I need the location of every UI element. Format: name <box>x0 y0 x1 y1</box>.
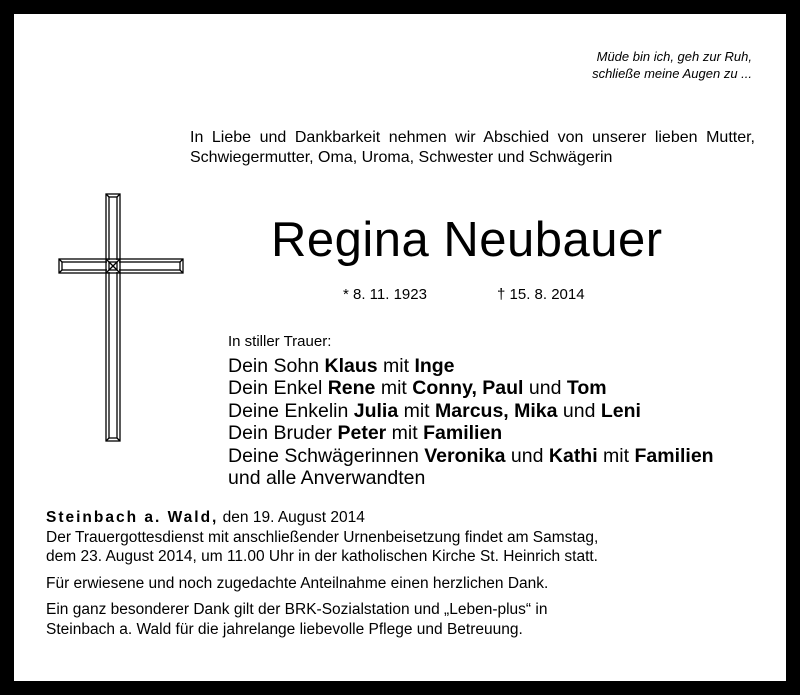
special-thanks-line-2: Steinbach a. Wald für die jahrelange liebevolle Pflege und Betreuung. <box>46 620 523 638</box>
thanks-line: Für erwiesene und noch zugedachte Anteilnahme einen herzlichen Dank. <box>46 574 549 592</box>
place: Steinbach a. Wald, <box>46 509 219 526</box>
mourner-line: Deine Enkelin Julia mit Marcus, Mika und Leni <box>228 399 641 422</box>
footer-text <box>46 508 766 639</box>
mourner-line: Dein Enkel Rene mit Conny, Paul und Tom <box>228 377 607 400</box>
mourner-line: und alle Anverwandten <box>228 467 426 490</box>
quote-line-1: Müde bin ich, geh zur Ruh, <box>596 49 752 64</box>
mourning-heading: In stiller Trauer: <box>228 333 332 350</box>
mourner-line: Dein Sohn Klaus mit Inge <box>228 355 455 377</box>
death-date: † 15. 8. 2014 <box>497 286 585 303</box>
service-line-1: Der Trauergottesdienst mit anschließender Urnenbeisetzung findet am Samstag, <box>46 528 599 546</box>
deceased-name: Regina Neubauer <box>271 213 663 267</box>
place-date-line <box>46 508 766 528</box>
mourner-line: Deine Schwägerinnen Veronika und Kathi mit Familien <box>228 444 714 467</box>
epigraph-quote <box>592 48 752 82</box>
cross-icon <box>58 193 184 443</box>
mourners-list <box>228 355 714 489</box>
intro-text: In Liebe und Dankbarkeit nehmen wir Abschied von unserer lieben Mutter, Schwiegermutter, Oma, Uroma, Schwester und Schwägerin <box>190 129 755 166</box>
quote-line-2: schließe meine Augen zu ... <box>592 66 752 81</box>
service-line-2: dem 23. August 2014, um 11.00 Uhr in der katholischen Kirche St. Heinrich statt. <box>46 548 598 565</box>
special-thanks-line-1: Ein ganz besonderer Dank gilt der BRK-Sozialstation und „Leben-plus“ in <box>46 601 548 618</box>
mourner-line: Dein Bruder Peter mit Familien <box>228 422 503 445</box>
date: den 19. August 2014 <box>218 509 365 526</box>
birth-date: * 8. 11. 1923 <box>343 286 427 303</box>
